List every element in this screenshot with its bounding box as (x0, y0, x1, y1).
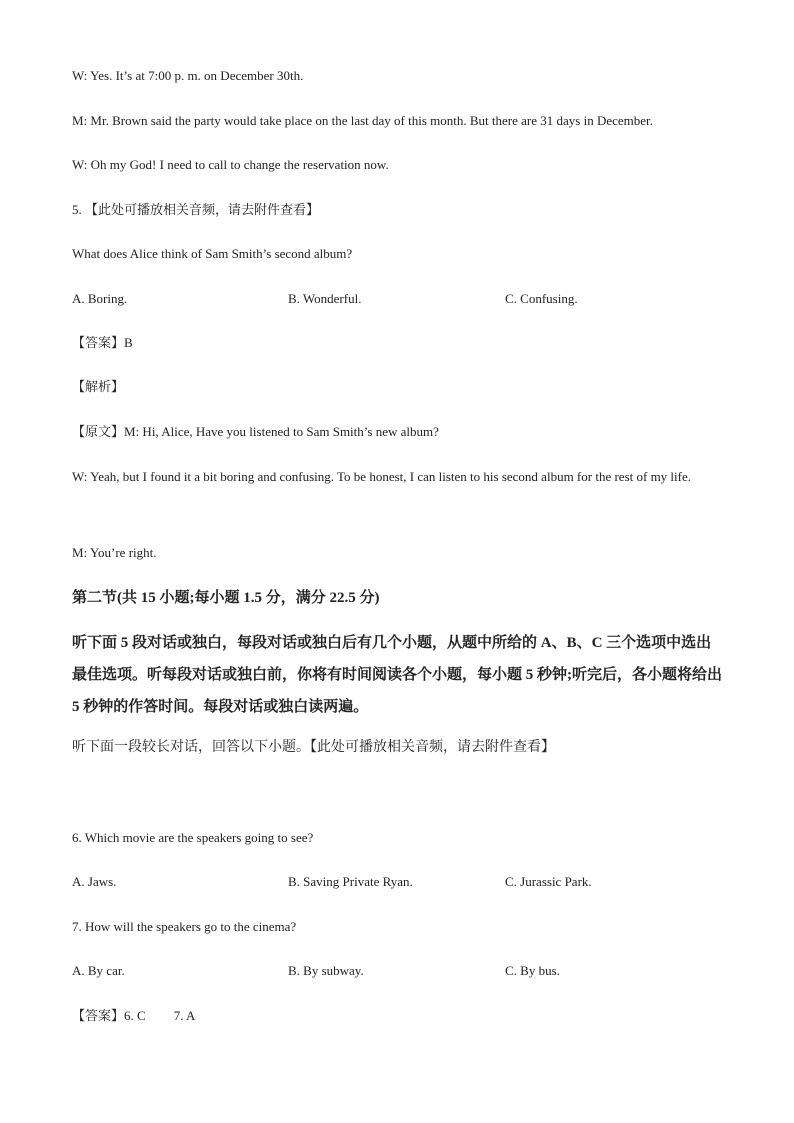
section-2-heading: 第二节(共 15 小题;每小题 1.5 分，满分 22.5 分) (72, 590, 380, 606)
question-7-text: 7. How will the speakers go to the cinema? (72, 919, 297, 934)
q7-option-b: B. By subway. (288, 963, 364, 978)
question-5-number: 5. 【此处可播放相关音频，请去附件查看】 (72, 202, 320, 217)
q6-option-c: C. Jurassic Park. (505, 874, 592, 889)
q5-option-a: A. Boring. (72, 291, 128, 306)
q5-answer: 【答案】B (72, 335, 133, 350)
answers-6-7 (72, 1007, 195, 1025)
original-text: M: Hi, Alice, Have you listened to Sam Smith’s new album? (124, 424, 439, 439)
answer-6: 6. C (124, 1008, 146, 1023)
q5-option-b: B. Wonderful. (288, 291, 362, 306)
dialogue-line-2: M: Mr. Brown said the party would take place on the last day of this month. But there are 31 days in December. (72, 113, 653, 128)
q5-option-c: C. Confusing. (505, 291, 578, 306)
question-6-text: 6. Which movie are the speakers going to see? (72, 830, 314, 845)
answer-7: 7. A (173, 1008, 196, 1023)
q6-option-b: B. Saving Private Ryan. (288, 874, 413, 889)
q7-option-c: C. By bus. (505, 963, 560, 978)
q5-original-line-1 (72, 423, 439, 441)
listen-prompt: 听下面一段较长对话，回答以下小题。【此处可播放相关音频，请去附件查看】 (72, 740, 555, 755)
answer-label: 【答案】 (72, 1008, 125, 1023)
q5-original-line-3: M: You’re right. (72, 545, 157, 560)
q5-original-line-2: W: Yeah, but I found it a bit boring and confusing. To be honest, I can listen to his second album for the rest of my life. (72, 469, 692, 484)
q5-analysis-label: 【解析】 (72, 379, 125, 394)
dialogue-line-3: W: Oh my God! I need to call to change the reservation now. (72, 157, 389, 172)
original-label: 【原文】 (72, 424, 125, 439)
q6-option-a: A. Jaws. (72, 874, 117, 889)
section-2-instructions: 听下面 5 段对话或独白，每段对话或独白后有几个小题，从题中所给的 A、B、C 三个选项中选出最佳选项。听每段对话或独白前，你将有时间阅读各个小题，每小题 5 秒钟;听完后，各小题将给出 5 秒钟的作答时间。每段对话或独白读两遍。 (72, 635, 722, 715)
dialogue-line-1: W: Yes. It’s at 7:00 p. m. on December 30th. (72, 68, 304, 83)
q7-option-a: A. By car. (72, 963, 125, 978)
question-5-text: What does Alice think of Sam Smith’s second album? (72, 246, 353, 261)
